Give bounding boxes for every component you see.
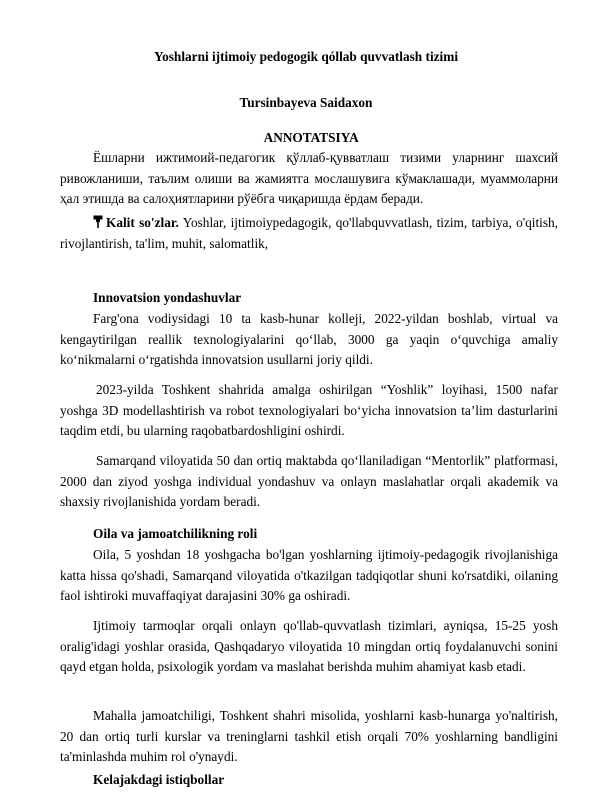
paragraph: Ijtimoiy tarmoqlar orqali onlayn qo'llab-quvvatlash tizimlari, ayniqsa, 15-25 yosh oralig'idagi yoshlar orasida, Qashqadaryo viloyatida 10 mingdan ortiq foydalanuvchi sonini qayd etgan holda, psixologik yordam va maslahat berishda muhim ahamiyat kasb etadi. (60, 618, 558, 674)
pushpin-icon (93, 215, 103, 228)
author-name: Tursinbayeva Saidaxon (239, 95, 373, 110)
section-heading-family: Oila va jamoatchilikning roli (93, 526, 258, 541)
keywords-label: Kalit so'zlar. (106, 215, 179, 230)
annotation-marker (253, 130, 263, 145)
keywords-text: Yoshlar, ijtimoiypedagogik, qo'llabquvvatlash, tizim, tarbiya, o'qitish, rivojlantirish, ta'lim, muhit, salomatlik, (60, 215, 558, 251)
paper-title: Yoshlarni ijtimoiy pedogogik qóllab quvvatlash tizimi (153, 49, 459, 64)
paragraph: Oila, 5 yoshdan 18 yoshgacha bo'lgan yoshlarning ijtimoiy-pedagogik rivojlanishiga katta hissa qo'shadi, Samarqand viloyatida o'tkazilgan tadqiqotlar shuni ko'rsatdiki, oilaning faol ishtiroki muvaffaqiyat darajasini 30% ga oshiradi. (60, 547, 558, 603)
annotation-heading (60, 130, 552, 146)
paragraph: 2023-yilda Toshkent shahrida amalga oshirilgan “Yoshlik” loyihasi, 1500 nafar yoshga 3D modellashtirish va robot texnologiyalari bo‘yicha innovatsion ta’lim dasturlarini taqdim etdi, bu ularning raqobatbardoshligini oshirdi. (60, 382, 558, 438)
annotation-text: Ёшларни ижтимоий-педагогик қўллаб-қувватлаш тизими уларнинг шахсий ривожланиши, таълим олиши ва жамиятга мослашувига кўмаклашади, муаммоларни ҳал этишда ва салоҳиятларини рўёбга чиқаришда ёрдам беради. (60, 150, 558, 206)
paragraph: Mahalla jamoatchiligi, Toshkent shahri misolida, yoshlarni kasb-hunarga yo'naltirish, 20 dan ortiq turli kurslar va treninglarni tashkil etish orqali 70% yoshlarning bandligini ta'minlashda muhim rol o'ynaydi. (60, 708, 558, 764)
keywords-paragraph (60, 213, 558, 254)
annotation-heading-text: ANNOTATSIYA (258, 130, 354, 145)
paragraph: Farg'ona vodiysidagi 10 ta kasb-hunar kolleji, 2022-yildan boshlab, virtual va kengaytirilgan reallik texnologiyalarini qo‘llab, 3000 ga yaqin o‘quvchiga amaliy ko‘nikmalarni o‘rgatishda innovatsion usullarni joriy qildi. (60, 311, 558, 367)
section-heading-future: Kelajakdagi istiqbollar (93, 772, 225, 787)
section-heading-innovation: Innovatsion yondashuvlar (93, 290, 242, 305)
paragraph: Samarqand viloyatida 50 dan ortiq maktabda qo‘llaniladigan “Mentorlik” platformasi, 2000 dan ziyod yoshga individual yondashuv va onlayn maslahatlar orqali akademik va shaxsiy rivojlanishida yordam beradi. (60, 453, 558, 509)
